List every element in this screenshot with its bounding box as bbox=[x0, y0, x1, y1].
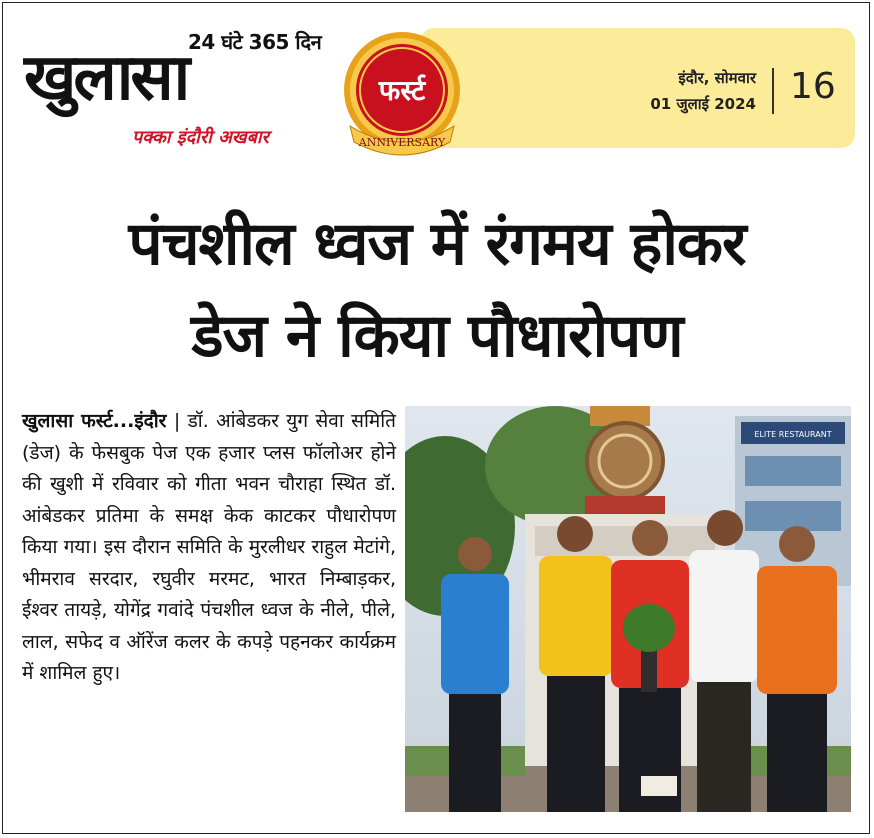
masthead-tagline: 24 घंटे 365 दिन bbox=[188, 30, 322, 54]
page-number: 16 bbox=[790, 66, 836, 107]
city-day: इंदौर, सोमवार bbox=[678, 69, 756, 87]
badge-ribbon-text: ANNIVERSARY bbox=[358, 136, 446, 149]
headline-line-1: पंचशील ध्वज में रंगमय होकर bbox=[128, 209, 746, 279]
article-text: | डॉ. आंबेडकर युग सेवा समिति (डेज) के फेसबुक पेज एक हजार प्लस फॉलोअर होने की खुशी में रविवार को गीता भवन चौराहा स्थित डॉ. आंबेडकर प्रतिमा के समक्ष केक काटकर पौधारोपण किया गया। इस दौरान समिति के मुरलीधर राहुल मेटांगे, भीमराव सरदार, रघुवीर मरमट, भारत निम्बाड़कर, ईश्वर तायड़े, योगेंद्र गवांदे पंचशील ध्वज के नीले, पीले, लाल, सफेद व ऑरेंज कलर के कपड़े पहनकर कार्यक्रम में शामिल हुए। bbox=[22, 410, 396, 684]
monument-band bbox=[585, 496, 665, 516]
person-blue bbox=[441, 537, 509, 812]
headline-line-2: डेज ने किया पौधारोपण bbox=[191, 301, 683, 371]
cake bbox=[641, 776, 677, 796]
article-dateline: खुलासा फर्स्ट...इंदौर bbox=[22, 410, 167, 432]
event-photo bbox=[405, 406, 851, 812]
newspaper-slogan: पक्का इंदौरी अखबार bbox=[132, 127, 269, 148]
building-sign-text: ELITE RESTAURANT bbox=[754, 430, 832, 439]
article-body bbox=[22, 406, 396, 690]
header-divider bbox=[772, 68, 774, 114]
badge-text: फर्स्ट bbox=[378, 74, 426, 107]
person-red bbox=[611, 520, 689, 812]
building-windows bbox=[745, 456, 841, 486]
person-white bbox=[689, 510, 759, 812]
sapling-leaves bbox=[623, 604, 675, 652]
article-paragraph bbox=[22, 406, 396, 690]
anniversary-badge bbox=[338, 28, 466, 160]
potted-plant bbox=[641, 646, 657, 692]
person-orange bbox=[757, 526, 837, 812]
newspaper-logo: खुलासा bbox=[24, 41, 188, 115]
person-yellow bbox=[539, 516, 613, 812]
issue-date: 01 जुलाई 2024 bbox=[650, 95, 756, 113]
headline bbox=[10, 198, 864, 382]
